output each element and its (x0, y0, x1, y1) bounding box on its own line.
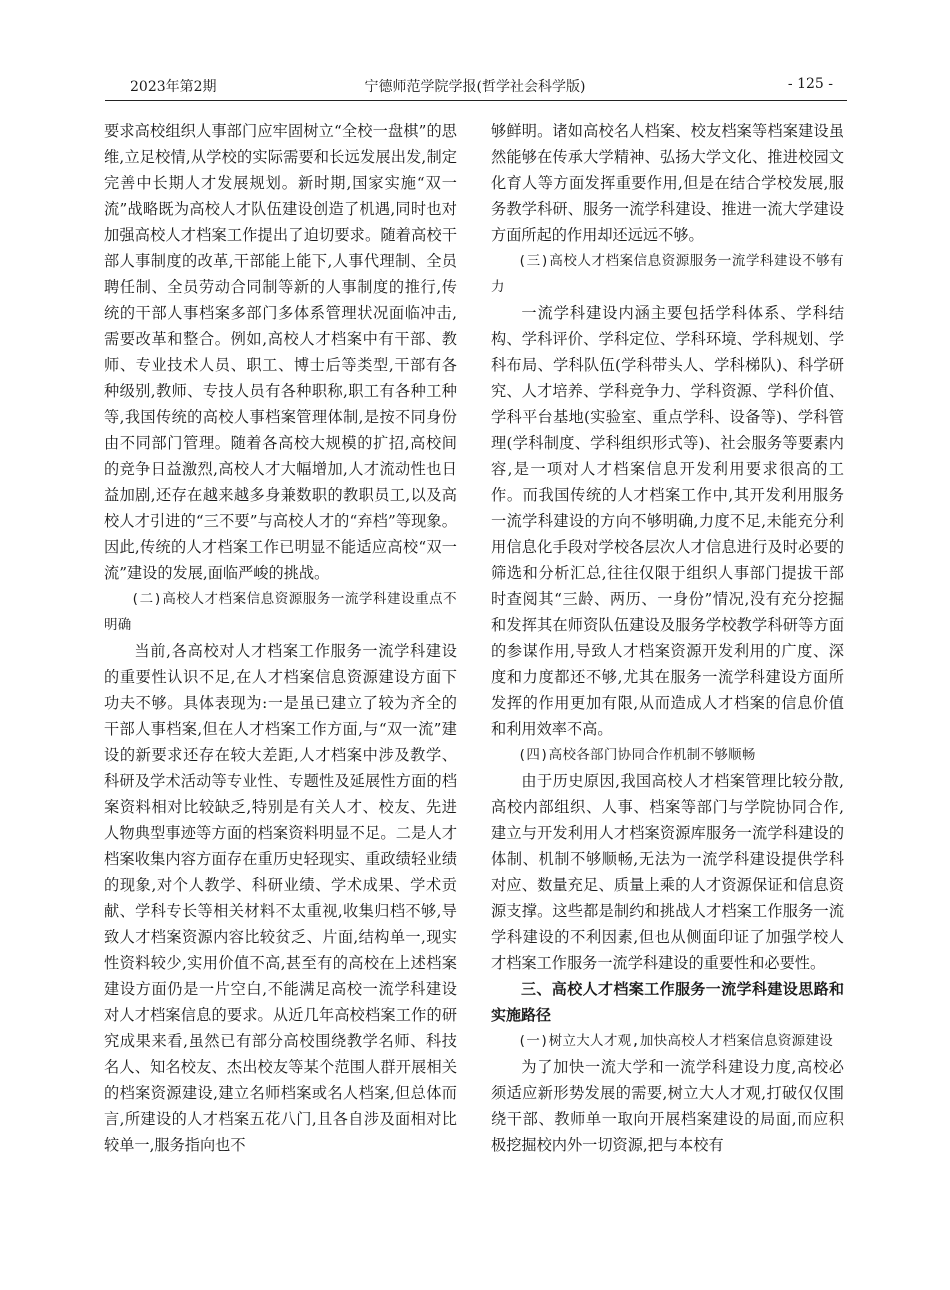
paragraph: 一流学科建设内涵主要包括学科体系、学科结构、学科评价、学科定位、学科环境、学科规划、学科布局、学科队伍(学科带头人、学科梯队)、科学研究、人才培养、学科竞争力、学科资源、学科价值、学科平台基地(实验室、重点学科、设备等)、学科管理(学科制度、学科组织形式等)、社会服务等要素内容,是一项对人才档案信息开发利用要求很高的工作。而我国传统的人才档案工作中,其开发利用服务一流学科建设的方向不够明确,力度不足,未能充分利用信息化手段对学校各层次人才信息进行及时必要的筛选和分析汇总,往往仅限于组织人事部门提拔干部时查阅其“三龄、两历、一身份”情况,没有充分挖掘和发挥其在师资队伍建设及服务学校教学科研等方面的参谋作用,导致人才档案资源开发利用的广度、深度和力度都还不够,尤其在服务一流学科建设方面所发挥的作用更加有限,从而造成人才档案的信息价值和利用效率不高。 (491, 304, 844, 738)
paragraph: 当前,各高校对人才档案工作服务一流学科建设的重要性认识不足,在人才档案信息资源建设方面下功夫不够。具体表现为:一是虽已建立了较为齐全的干部人事档案,但在人才档案工作方面,与“双一流”建设的新要求还存在较大差距,人才档案中涉及教学、科研及学术活动等专业性、专题性及延展性方面的档案资料相对比较缺乏,特别是有关人才、校友、先进人物典型事迹等方面的档案资料明显不足。二是人才档案收集内容方面存在重历史轻现实、重政绩轻业绩的现象,对个人教学、科研业绩、学术成果、学术贡献、学科专长等相关材料不太重视,收集归档不够,导致人才档案资源内容比较贫乏、片面,结构单一,现实性资料较少,实用价值不高,甚至有的高校在上述档案建设方面仍是一片空白,不能满足高校一流学科建设对人才档案信息的要求。从近几年高校档案工作的研究成果来看,虽然已有部分高校围绕教学名师、科技名人、知名校友、杰出校友等某个范围人群开展相关的档案资源建设,建立名师档案或名人档案,但总体而言,所建设的人才档案五花八门,且各自涉及面相对比较单一,服务指向也不 (104, 642, 457, 1154)
paragraph: 由于历史原因,我国高校人才档案管理比较分散,高校内部组织、人事、档案等部门与学院协同合作,建立与开发利用人才档案资源库服务一流学科建设的体制、机制不够顺畅,无法为一流学科建设提供学科对应、数量充足、质量上乘的人才资源保证和信息资源支撑。这些都是制约和挑战人才档案工作服务一流学科建设的不利因素,但也从侧面印证了加强学校人才档案工作服务一流学科建设的重要性和必要性。 (491, 772, 844, 972)
page-number: - 125 - (787, 76, 833, 92)
subsection-heading: (四)高校各部门协同合作机制不够顺畅 (518, 747, 756, 763)
subsection-heading: (一)树立大人才观,加快高校人才档案信息资源建设 (518, 1033, 834, 1049)
section-heading: 三、高校人才档案工作服务一流学科建设思路和实施路径 (491, 980, 844, 1024)
journal-title: 宁德师范学院学报(哲学社会科学版) (364, 79, 586, 95)
paragraph: 为了加快一流大学和一流学科建设力度,高校必须适应新形势发展的需要,树立大人才观,打破仅仅围绕干部、教师单一取向开展档案建设的局面,而应积极挖掘校内外一切资源,把与本校有 (491, 1058, 844, 1154)
header-rule (105, 100, 847, 101)
running-header (105, 76, 845, 98)
paragraph: 够鲜明。诸如高校名人档案、校友档案等档案建设虽然能够在传承大学精神、弘扬大学文化、推进校园文化育人等方面发挥重要作用,但是在结合学校发展,服务教学科研、服务一流学科建设、推进一流大学建设方面所起的作用却还远远不够。 (491, 122, 844, 244)
subsection-heading: (二)高校人才档案信息资源服务一流学科建设重点不明确 (104, 591, 457, 633)
left-column (104, 118, 457, 1158)
subsection-heading: (三)高校人才档案信息资源服务一流学科建设不够有力 (491, 253, 844, 295)
paragraph: 要求高校组织人事部门应牢固树立“全校一盘棋”的思维,立足校情,从学校的实际需要和长远发展出发,制定完善中长期人才发展规划。新时期,国家实施“双一流”战略既为高校人才队伍建设创造了机遇,同时也对加强高校人才档案工作提出了迫切要求。随着高校干部人事制度的改革,干部能上能下,人事代理制、全员聘任制、全员劳动合同制等新的人事制度的推行,传统的干部人事档案多部门多体系管理状况面临冲击,需要改革和整合。例如,高校人才档案中有干部、教师、专业技术人员、职工、博士后等类型,干部有各种级别,教师、专技人员有各种职称,职工有各种工种等,我国传统的高校人事档案管理体制,是按不同身份由不同部门管理。随着各高校大规模的扩招,高校间的竞争日益激烈,高校人才大幅增加,人才流动性也日益加剧,还存在越来越多身兼数职的教职员工,以及高校人才引进的“三不要”与高校人才的“弃档”等现象。因此,传统的人才档案工作已明显不能适应高校“双一流”建设的发展,面临严峻的挑战。 (104, 122, 457, 582)
issue-label: 2023年第2期 (130, 79, 217, 95)
right-column (491, 118, 844, 1158)
